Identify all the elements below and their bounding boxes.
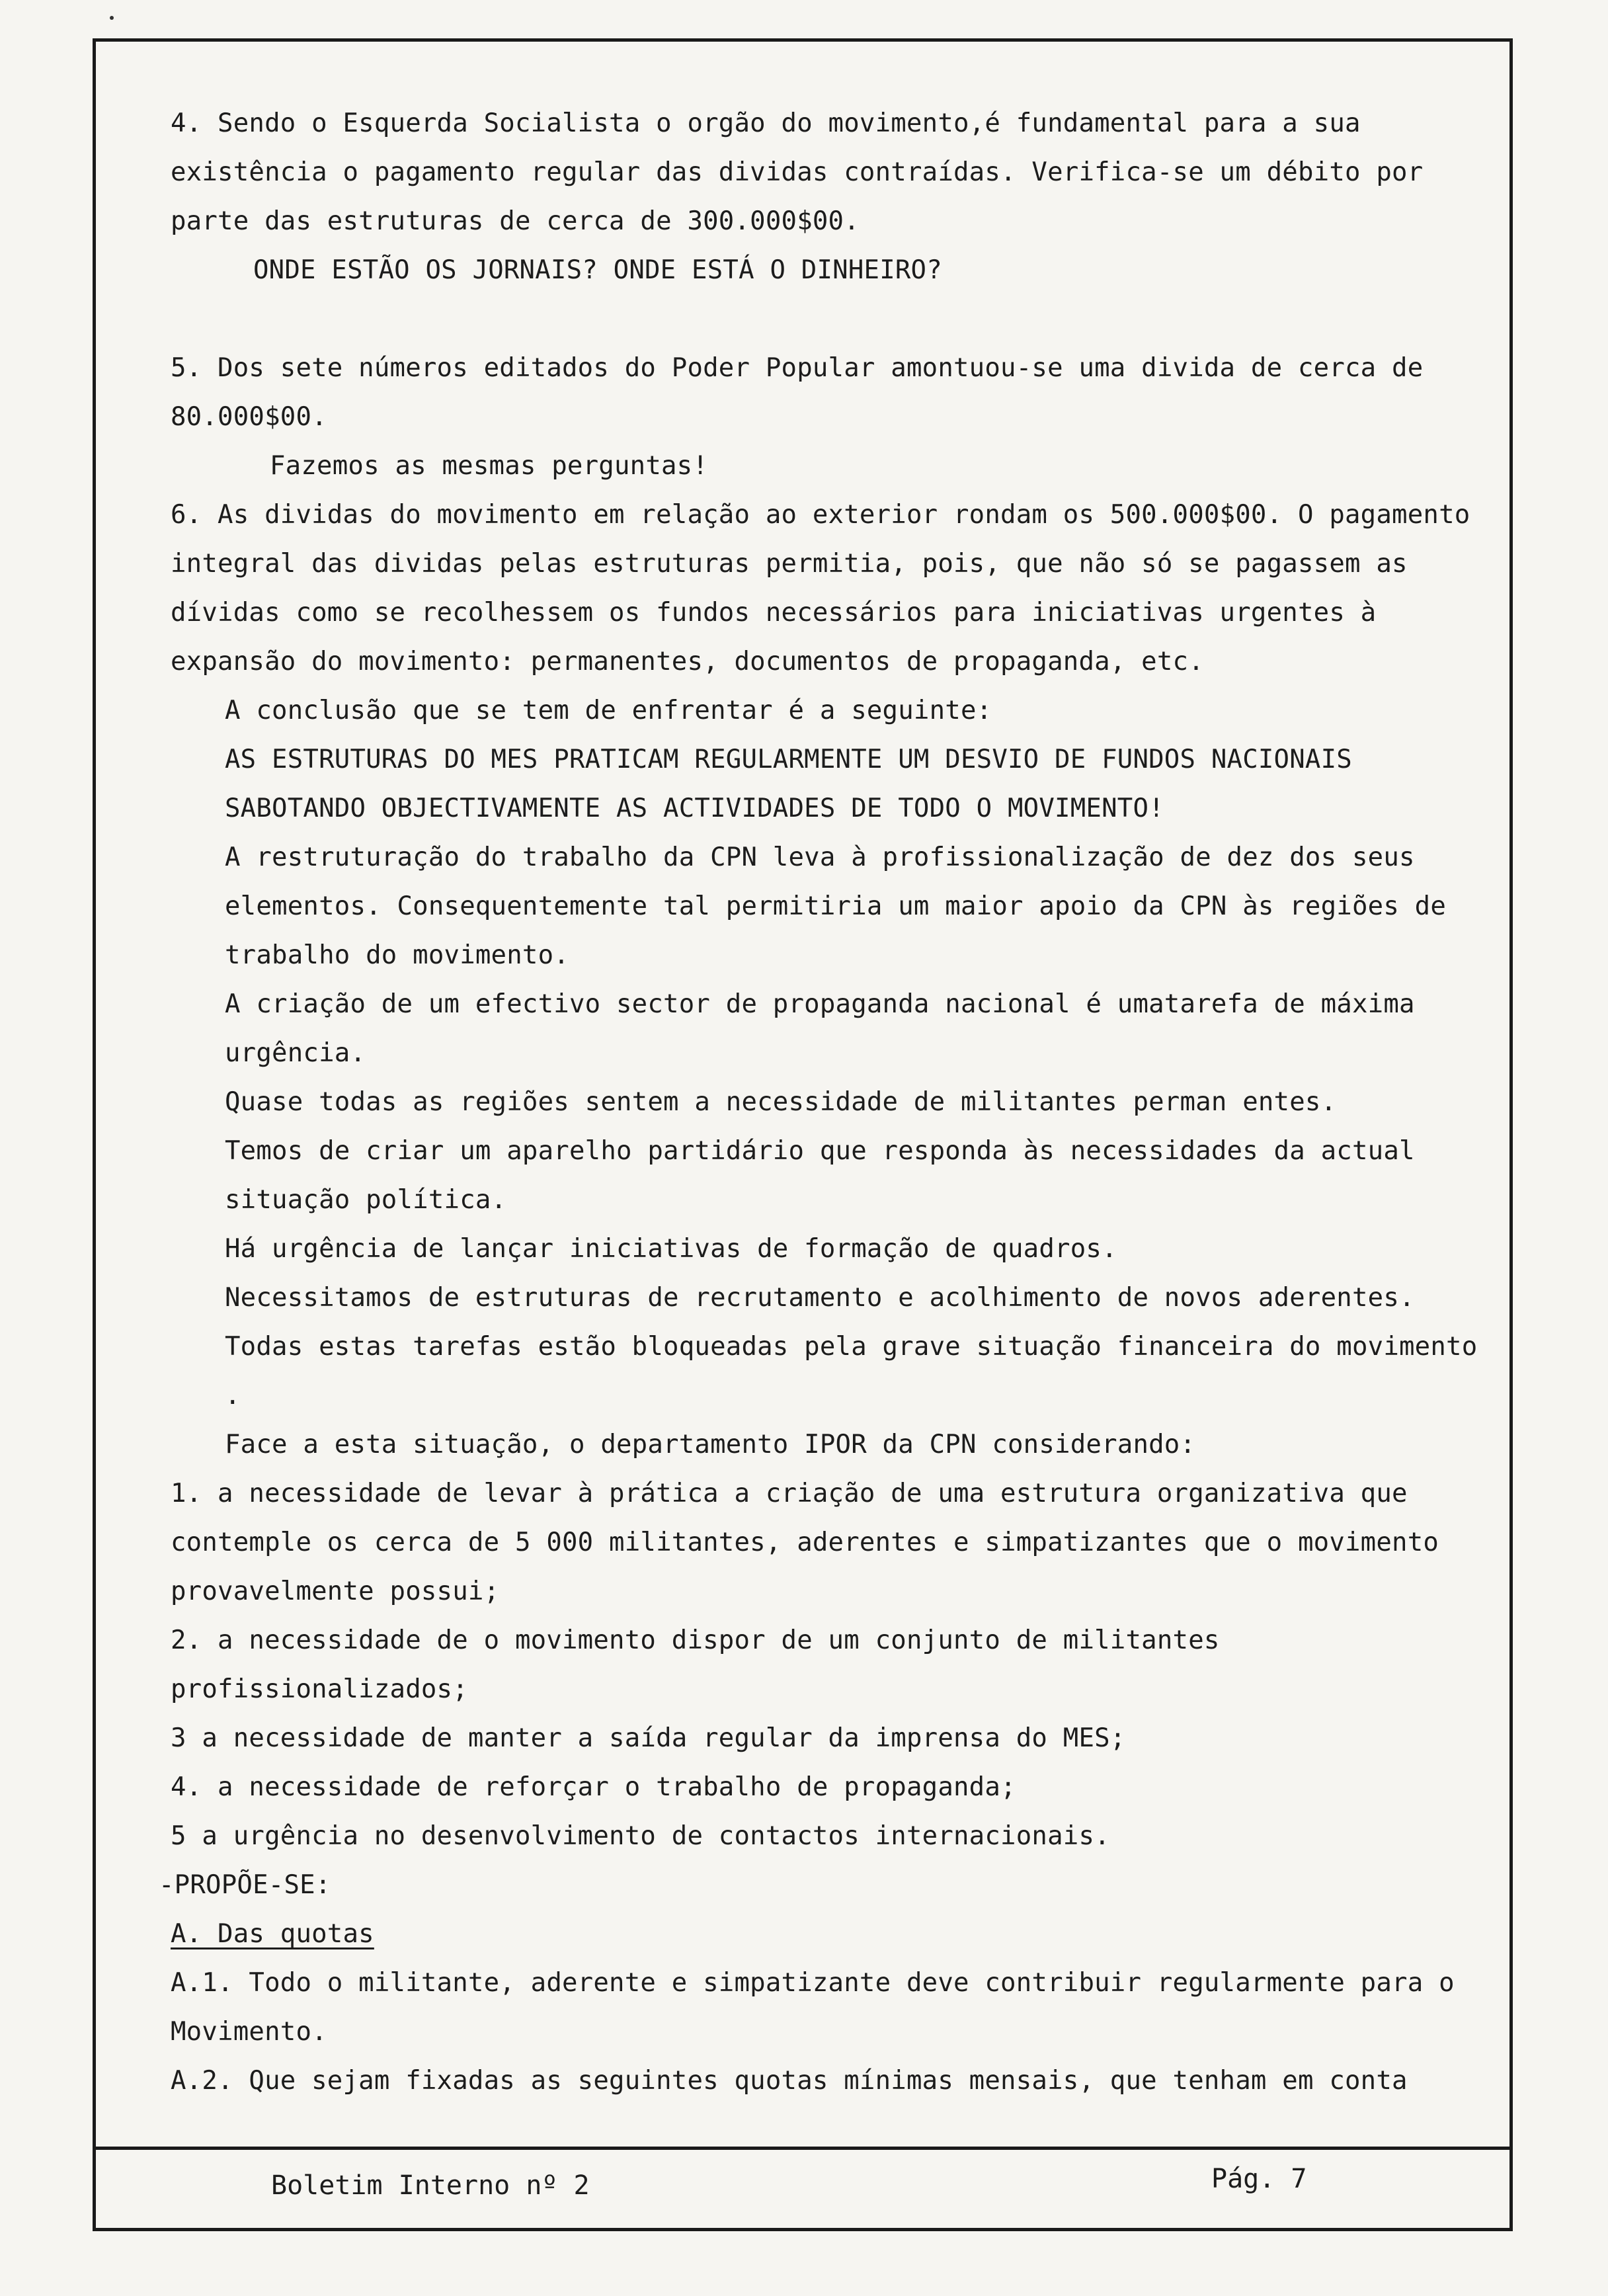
conclusion-intro: A conclusão que se tem de enfrentar é a seguinte: bbox=[225, 696, 992, 725]
propaganda-sector: A criação de um efectivo sector de propaganda nacional é umatarefa de máxima urgência. bbox=[225, 989, 1415, 1068]
same-questions: Fazemos as mesmas perguntas! bbox=[270, 451, 709, 481]
consideration-4: 4. a necessidade de reforçar o trabalho de propaganda; bbox=[171, 1772, 1016, 1802]
clause-a2: A.2. Que sejam fixadas as seguintes quotas mínimas mensais, que tenham em conta bbox=[171, 2066, 1408, 2096]
paragraph-5-poder-popular: 5. Dos sete números editados do Poder Popular amontuou-se uma divida de cerca de 80.000$00. bbox=[171, 353, 1424, 432]
party-apparatus: Temos de criar um aparelho partidário que responda às necessidades da actual situação política. bbox=[225, 1136, 1415, 1215]
scan-speck bbox=[110, 16, 114, 20]
conclusion-statement: AS ESTRUTURAS DO MES PRATICAM REGULARMENTE UM DESVIO DE FUNDOS NACIONAIS SABOTANDO OBJECTIVAMENTE AS ACTIVIDADES DE TODO O MOVIMENTO! bbox=[225, 745, 1352, 823]
paragraph-6-external-debt: 6. As dividas do movimento em relação ao exterior rondam os 500.000$00. O pagamento integral das dividas pelas estruturas permitia, pois, que não só se pagassem as dívidas como se recolhessem os fundos necessários para iniciativas urgentes à expansão do movimento: permanentes, documentos de propaganda, etc. bbox=[171, 500, 1470, 676]
permanent-militants: Quase todas as regiões sentem a necessidade de militantes perman entes. bbox=[225, 1087, 1337, 1117]
consideration-3: 3 a necessidade de manter a saída regular da imprensa do MES; bbox=[171, 1723, 1126, 1753]
clause-a1: A.1. Todo o militante, aderente e simpatizante deve contribuir regularmente para o Movimento. bbox=[171, 1968, 1455, 2047]
recruitment-structures: Necessitamos de estruturas de recrutamento e acolhimento de novos aderentes. bbox=[225, 1283, 1415, 1313]
cpn-restructuring: A restruturação do trabalho da CPN leva à profissionalização de dez dos seus elementos. Consequentemente tal permitiria um maior apoio da CPN às regiões de trabalho do movimento. bbox=[225, 842, 1447, 970]
question-newspapers-money: ONDE ESTÃO OS JORNAIS? ONDE ESTÁ O DINHEIRO? bbox=[253, 255, 942, 285]
paragraph-4-jornal-debt: 4. Sendo o Esquerda Socialista o orgão do movimento,é fundamental para a sua existência o pagamento regular das dividas contraídas. Verifica-se um débito por parte das estruturas de cerca de 300.000$00. bbox=[171, 108, 1424, 236]
proposal-heading: -PROPÕE-SE: bbox=[159, 1870, 331, 1900]
cadre-training: Há urgência de lançar iniciativas de formação de quadros. bbox=[225, 1234, 1117, 1264]
section-a-heading bbox=[171, 1910, 1503, 1959]
ipor-considering: Face a esta situação, o departamento IPOR da CPN considerando: bbox=[225, 1430, 1196, 1459]
consideration-1: 1. a necessidade de levar à prática a criação de uma estrutura organizativa que contemple os cerca de 5 000 militantes, aderentes e simpatizantes que o movimento provavelmente possui; bbox=[171, 1479, 1439, 1606]
consideration-2: 2. a necessidade de o movimento dispor de um conjunto de militantes profissionalizados; bbox=[171, 1625, 1220, 1704]
section-a-title: A. Das quotas bbox=[171, 1919, 374, 1949]
consideration-5: 5 a urgência no desenvolvimento de contactos internacionais. bbox=[171, 1821, 1110, 1851]
footer-divider bbox=[93, 2147, 1513, 2150]
page-number: Pág. 7 bbox=[1211, 2164, 1307, 2194]
blocked-tasks: Todas estas tarefas estão bloqueadas pela grave situação financeira do movimento . bbox=[225, 1332, 1478, 1411]
document-body bbox=[159, 99, 1503, 2106]
bulletin-label: Boletim Interno nº 2 bbox=[271, 2170, 590, 2201]
